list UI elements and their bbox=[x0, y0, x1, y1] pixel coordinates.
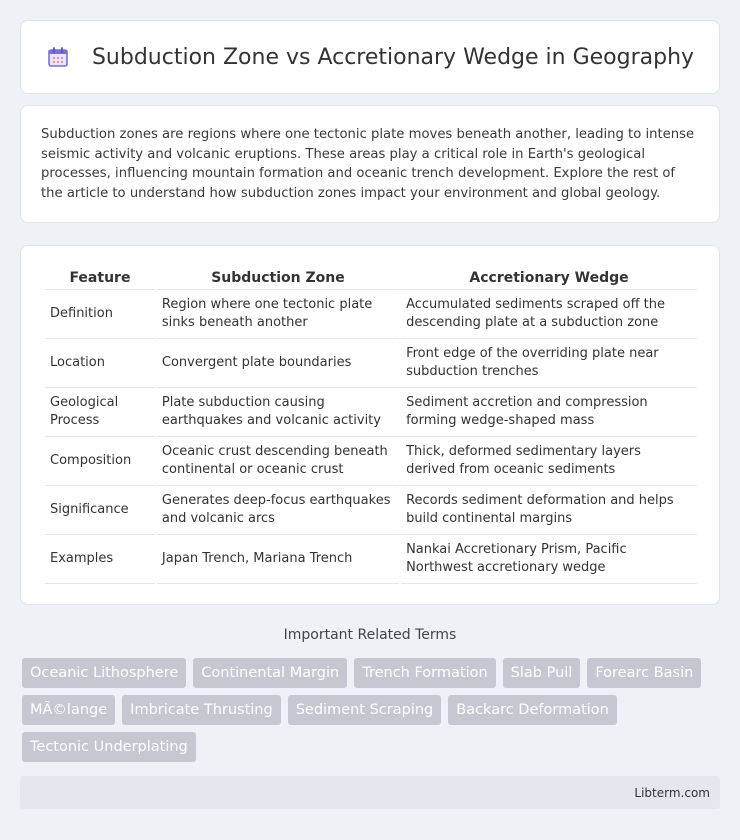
table-row bbox=[45, 388, 697, 437]
intro-card bbox=[20, 105, 720, 223]
table-row bbox=[45, 486, 697, 535]
column-header: Accretionary Wedge bbox=[401, 264, 697, 290]
related-term-tag[interactable]: Tectonic Underplating bbox=[22, 732, 196, 762]
table-header-row bbox=[45, 264, 697, 290]
table-cell-accretionary: Records sediment deformation and helps build continental margins bbox=[401, 486, 697, 535]
comparison-table bbox=[43, 264, 699, 584]
table-cell-feature: Location bbox=[45, 339, 155, 388]
table-cell-subduction: Convergent plate boundaries bbox=[157, 339, 399, 388]
footer-brand-link[interactable]: Libterm.com bbox=[634, 785, 710, 800]
footer bbox=[20, 776, 720, 809]
related-term-tag[interactable]: Imbricate Thrusting bbox=[122, 695, 281, 725]
related-term-tag[interactable]: Backarc Deformation bbox=[448, 695, 617, 725]
table-cell-accretionary: Thick, deformed sedimentary layers derived from oceanic sediments bbox=[401, 437, 697, 486]
related-term-tag[interactable]: MÃ©lange bbox=[22, 695, 115, 725]
table-cell-feature: Geological Process bbox=[45, 388, 155, 437]
table-cell-feature: Definition bbox=[45, 290, 155, 339]
table-cell-subduction: Plate subduction causing earthquakes and volcanic activity bbox=[157, 388, 399, 437]
related-term-tag[interactable]: Forearc Basin bbox=[587, 658, 701, 688]
related-term-tag[interactable]: Continental Margin bbox=[193, 658, 347, 688]
column-header: Feature bbox=[45, 264, 155, 290]
related-term-tag[interactable]: Trench Formation bbox=[354, 658, 495, 688]
table-row bbox=[45, 339, 697, 388]
title-card bbox=[20, 20, 720, 94]
table-row bbox=[45, 535, 697, 584]
table-cell-subduction: Region where one tectonic plate sinks beneath another bbox=[157, 290, 399, 339]
table-cell-feature: Composition bbox=[45, 437, 155, 486]
intro-paragraph: Subduction zones are regions where one tectonic plate moves beneath another, leading to intense seismic activity and volcanic eruptions. These areas play a critical role in Earth's geological processes, influencing mountain formation and oceanic trench development. Explore the rest of the article to understand how subduction zones impact your environment and global geology. bbox=[41, 127, 695, 201]
table-cell-subduction: Oceanic crust descending beneath continental or oceanic crust bbox=[157, 437, 399, 486]
table-row bbox=[45, 437, 697, 486]
table-cell-subduction: Japan Trench, Mariana Trench bbox=[157, 535, 399, 584]
table-cell-feature: Examples bbox=[45, 535, 155, 584]
table-cell-accretionary: Accumulated sediments scraped off the descending plate at a subduction zone bbox=[401, 290, 697, 339]
table-cell-feature: Significance bbox=[45, 486, 155, 535]
related-term-tag[interactable]: Slab Pull bbox=[503, 658, 581, 688]
related-term-tag[interactable]: Oceanic Lithosphere bbox=[22, 658, 186, 688]
comparison-card bbox=[20, 245, 720, 605]
table-cell-accretionary: Front edge of the overriding plate near subduction trenches bbox=[401, 339, 697, 388]
related-term-tag[interactable]: Sediment Scraping bbox=[288, 695, 442, 725]
page-title: Subduction Zone vs Accretionary Wedge in Geography bbox=[91, 44, 695, 70]
related-terms-list bbox=[22, 658, 722, 769]
calendar-icon bbox=[46, 45, 70, 69]
table-cell-accretionary: Sediment accretion and compression forming wedge-shaped mass bbox=[401, 388, 697, 437]
table-cell-accretionary: Nankai Accretionary Prism, Pacific Northwest accretionary wedge bbox=[401, 535, 697, 584]
related-terms-heading: Important Related Terms bbox=[283, 627, 457, 643]
column-header: Subduction Zone bbox=[157, 264, 399, 290]
table-cell-subduction: Generates deep-focus earthquakes and volcanic arcs bbox=[157, 486, 399, 535]
table-row bbox=[45, 290, 697, 339]
